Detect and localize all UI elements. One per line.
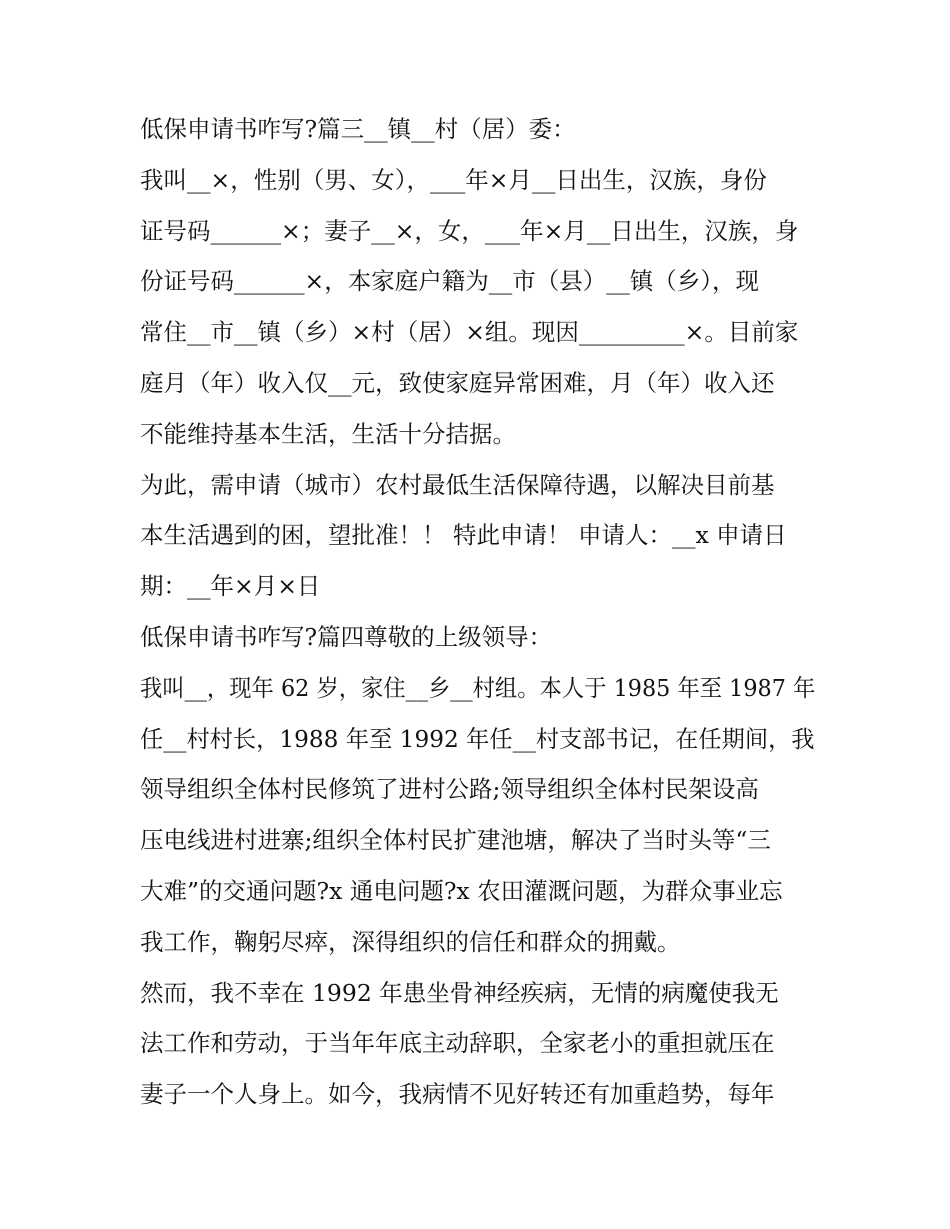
text-line: 证号码______×；妻子__×，女，___年×月__日出生，汉族，身 bbox=[140, 216, 799, 245]
text-line: 为此，需申请（城市）农村最低生活保障待遇，以解决目前基 bbox=[140, 470, 775, 499]
text-line: 我工作，鞠躬尽瘁，深得组织的信任和群众的拥戴。 bbox=[140, 927, 681, 956]
text-line: 领导组织全体村民修筑了进村公路;领导组织全体村民架设高 bbox=[140, 775, 759, 804]
text-line: 法工作和劳动，于当年年底主动辞职，全家老小的重担就压在 bbox=[140, 1029, 775, 1058]
text-line: 然而，我不幸在 1992 年患坐骨神经疾病，无情的病魔使我无 bbox=[140, 978, 779, 1007]
text-line: 庭月（年）收入仅__元，致使家庭异常困难，月（年）收入还 bbox=[140, 368, 775, 397]
text-line: 低保申请书咋写?篇三__镇__村（居）委： bbox=[140, 115, 576, 143]
text-line: 不能维持基本生活，生活十分拮据。 bbox=[140, 419, 516, 448]
text-line: 本生活遇到的困，望批准！！ 特此申请！ 申请人：__x 申请日 bbox=[140, 521, 787, 550]
text-line: 份证号码______×，本家庭户籍为__市（县）__镇（乡），现 bbox=[140, 267, 759, 296]
text-line: 常住__市__镇（乡）×村（居）×组。现因_________×。目前家 bbox=[140, 318, 799, 347]
text-line: 期：__年×月×日 bbox=[140, 572, 321, 601]
text-line: 妻子一个人身上。如今，我病情不见好转还有加重趋势，每年 bbox=[140, 1080, 775, 1109]
text-line: 低保申请书咋写?篇四尊敬的上级领导： bbox=[140, 622, 553, 651]
text-line: 压电线进村进寨;组织全体村民扩建池塘，解决了当时头等“三 bbox=[140, 826, 771, 855]
document-body bbox=[140, 104, 815, 1120]
text-line: 我叫__，现年 62 岁，家住__乡__村组。本人于 1985 年至 1987 年 bbox=[140, 673, 816, 702]
text-line: 我叫__×，性别（男、女），___年×月__日出生，汉族，身份 bbox=[140, 165, 767, 194]
text-line: 大难”的交通问题?x 通电问题?x 农田灌溉问题，为群众事业忘 bbox=[140, 876, 783, 905]
text-line: 任__村村长，1988 年至 1992 年任__村支部书记，在任期间，我 bbox=[140, 724, 815, 753]
